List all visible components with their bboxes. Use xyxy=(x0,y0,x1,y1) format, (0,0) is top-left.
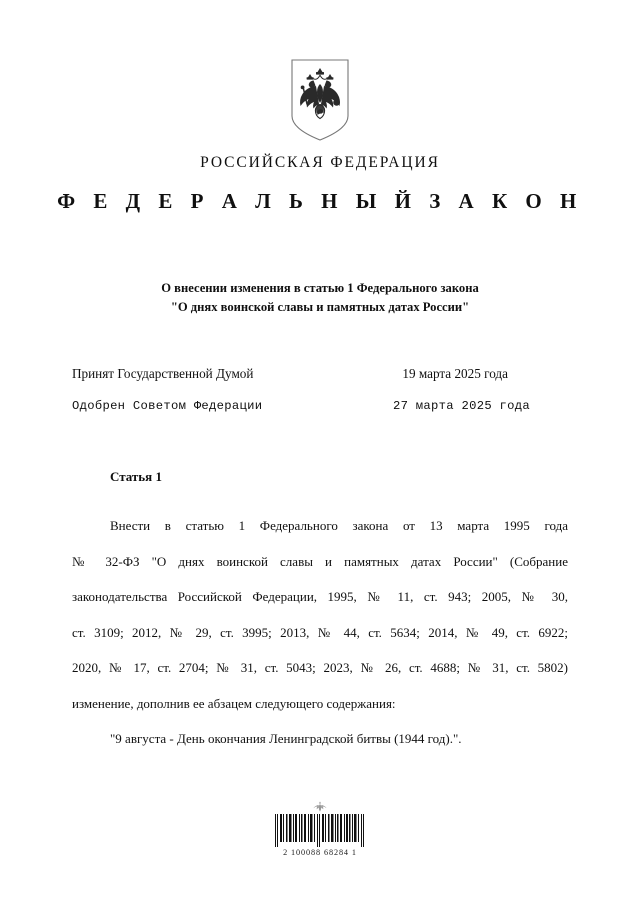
barcode-digits: 2 100088 68284 1 xyxy=(283,848,357,857)
body-line: законодательства Российской Федерации, 1995, № 11, ст. 943; 2005, № 30, xyxy=(72,589,568,604)
body-line: Внести в статью 1 Федерального закона от 13 марта 1995 года xyxy=(110,518,568,533)
state-duma-adoption-row xyxy=(72,366,568,382)
adoption-block xyxy=(72,366,568,413)
subtitle-line-1: О внесении изменения в статью 1 Федерального закона xyxy=(161,281,479,295)
russian-coat-of-arms-icon xyxy=(289,58,351,142)
small-emblem-mark-icon xyxy=(310,800,330,813)
body-line: ст. 3109; 2012, № 29, ст. 3995; 2013, № 44, ст. 5634; 2014, № 49, ст. 6922; xyxy=(72,624,568,640)
document-subtitle xyxy=(70,279,570,317)
body-line: 2020, № 17, ст. 2704; № 31, ст. 5043; 2023, № 26, ст. 4688; № 31, ст. 5802) xyxy=(72,660,568,675)
document-type-heading: Ф Е Д Е Р А Л Ь Н Ы Й З А К О Н xyxy=(57,189,583,213)
barcode-footer xyxy=(0,800,640,857)
amendment-text: "9 августа - День окончания Ленинградской битвы (1944 год).". xyxy=(110,731,462,746)
article-body xyxy=(72,508,568,757)
federation-council-approval-row xyxy=(72,399,568,413)
subtitle-line-2: "О днях воинской славы и памятных датах России" xyxy=(170,300,470,314)
body-line: № 32-ФЗ "О днях воинской славы и памятных датах России" (Собрание xyxy=(72,553,568,569)
federation-council-label: Одобрен Советом Федерации xyxy=(72,399,263,413)
federation-council-date: 27 марта 2025 года xyxy=(392,399,530,413)
body-line: изменение, дополнив ее абзацем следующего содержания: xyxy=(72,695,396,711)
article-heading: Статья 1 xyxy=(110,469,162,484)
country-heading: РОССИЙСКАЯ ФЕДЕРАЦИЯ xyxy=(200,154,440,171)
emblem-container xyxy=(0,58,640,142)
state-duma-label: Принят Государственной Думой xyxy=(72,366,254,381)
ean13-barcode-icon xyxy=(274,814,366,847)
state-duma-date: 19 марта 2025 года xyxy=(402,366,508,381)
